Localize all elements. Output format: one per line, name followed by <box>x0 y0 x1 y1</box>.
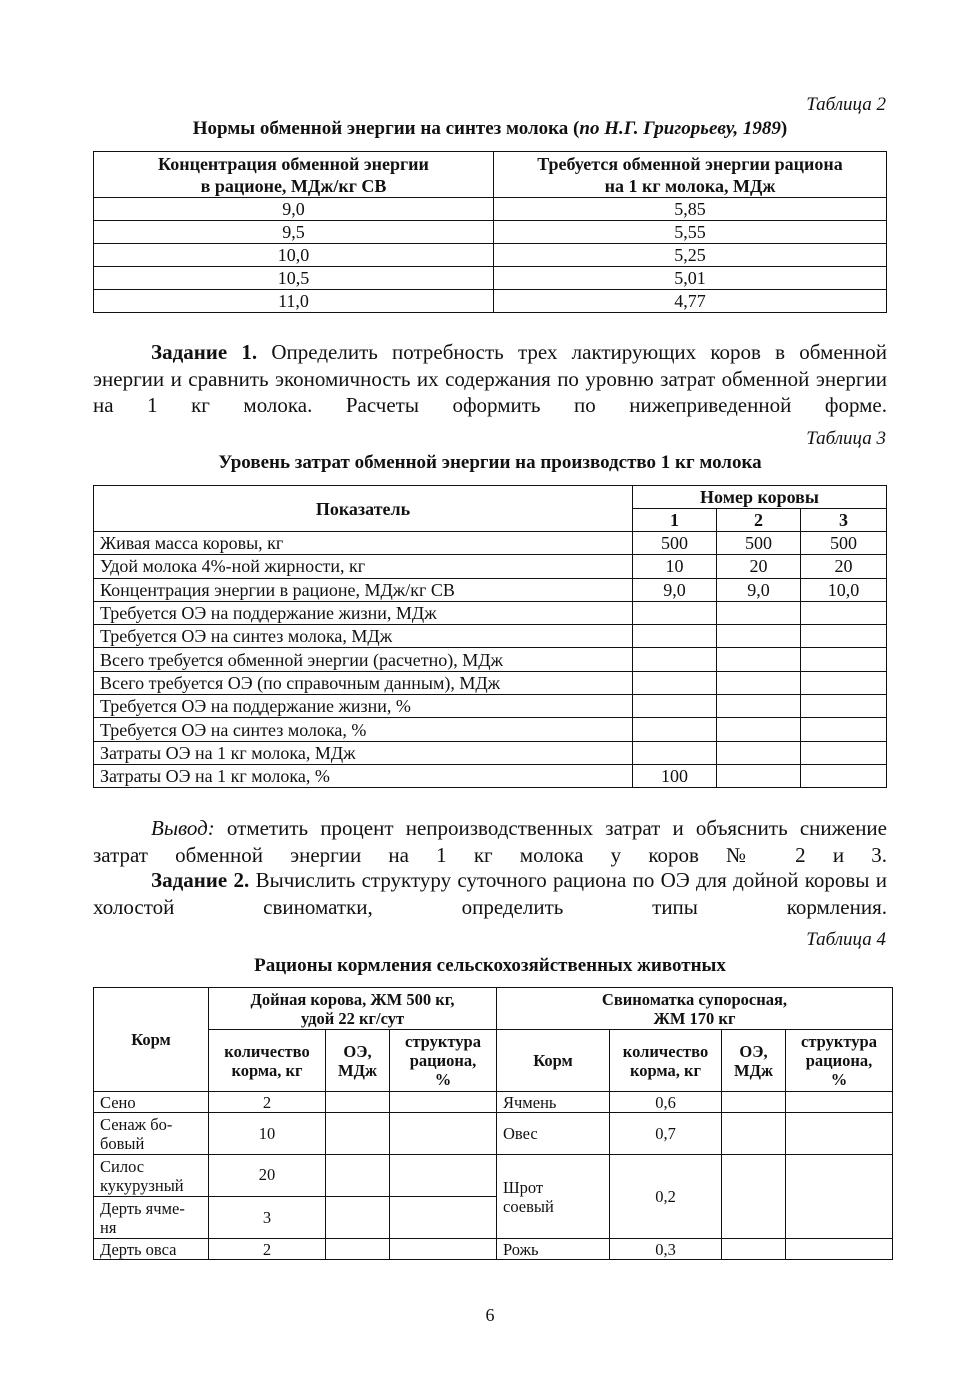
table-row <box>94 741 887 764</box>
cow-structure-cell <box>390 1113 497 1155</box>
sow-structure-cell <box>786 1092 893 1113</box>
table-row <box>94 555 887 578</box>
feed-name: Овес <box>503 1124 538 1143</box>
task-2-label: Задание 2. <box>151 868 250 892</box>
table-row <box>94 601 887 624</box>
feed-name: кукурузный <box>100 1175 184 1195</box>
header-line: корма, кг <box>629 1060 702 1080</box>
header-line: ОЭ, <box>343 1041 372 1061</box>
cow-amount-cell: 3 <box>209 1197 326 1239</box>
row-label: Затраты ОЭ на 1 кг молока, МДж <box>94 741 633 764</box>
table-3 <box>93 485 887 788</box>
table-4-subheader-row <box>94 1030 893 1092</box>
cow-feed-cell <box>94 1239 209 1260</box>
feed-name: Сено <box>100 1092 136 1112</box>
cow-energy-cell <box>326 1092 390 1113</box>
table-4 <box>93 987 893 1260</box>
table-2-title <box>93 118 887 140</box>
table-row <box>94 671 887 694</box>
feed-name: Рожь <box>503 1239 539 1259</box>
page-number: 6 <box>485 1305 495 1325</box>
table-row <box>94 532 887 555</box>
table-row <box>94 578 887 601</box>
table-2-caption: Таблица 2 <box>806 94 886 115</box>
table-2-title-close: ) <box>780 118 788 139</box>
table-cell: 100 <box>633 764 717 787</box>
cow-2-header: 2 <box>717 509 801 532</box>
cow-feed-cell <box>94 1197 209 1239</box>
cow-amount-cell: 2 <box>209 1092 326 1113</box>
table-cell <box>801 601 887 624</box>
table-2-title-source: по Н.Г. Григорьеву, 1989 <box>579 118 781 139</box>
cow-structure-header <box>390 1030 497 1092</box>
table-cell: 10,0 <box>94 244 494 267</box>
task-2-text: Вычислить структуру суточного рациона по ОЭ для дойной коровы и холостой свиноматки, определить типы кормления. <box>93 868 887 919</box>
header-line: количество <box>622 1041 709 1061</box>
cow-feed-cell <box>94 1155 209 1197</box>
table-4-group-header-row <box>94 988 893 1030</box>
cow-3-header: 3 <box>801 509 887 532</box>
header-line: % <box>434 1070 452 1089</box>
sow-energy-cell <box>722 1113 786 1155</box>
header-line: Свиноматка супоросная, <box>601 989 788 1009</box>
task-1-text: Определить потребность трех лактирующих коров в обменной энергии и сравнить экономичность их содержания по уровню затрат обменной энергии на 1 кг молока. Расчеты оформить по нижеприведенной форме. <box>93 340 887 417</box>
cow-amount-cell: 2 <box>209 1239 326 1260</box>
sow-amount-cell: 0,3 <box>610 1239 722 1260</box>
table-cell: 20 <box>801 555 887 578</box>
table-row <box>94 764 887 787</box>
header-line: Требуется обменной энергии рациона <box>537 153 843 174</box>
cow-structure-cell <box>390 1239 497 1260</box>
table-cell <box>717 718 801 741</box>
table-row <box>94 1239 893 1260</box>
sow-structure-header <box>786 1030 893 1092</box>
sow-amount-header <box>610 1030 722 1092</box>
table-cell: 10,5 <box>94 267 494 290</box>
table-cell <box>801 625 887 648</box>
conclusion-text: отметить процент непроизводственных затрат и объяснить снижение затрат обменной энергии на 1 кг молока у коров № 2 и 3. <box>93 816 887 867</box>
header-line: Концентрация обменной энергии <box>158 153 429 174</box>
table-cell <box>717 741 801 764</box>
table-row <box>94 244 887 267</box>
table-2 <box>93 151 887 313</box>
table-row <box>94 1092 893 1113</box>
table-cell <box>717 695 801 718</box>
table-row <box>94 1113 893 1155</box>
sow-energy-cell <box>722 1239 786 1260</box>
row-label: Удой молока 4%-ной жирности, кг <box>94 555 633 578</box>
feed-name: Дерть ячме- <box>100 1198 185 1218</box>
table-3-header-indicator: Показатель <box>94 486 633 532</box>
header-line: количество <box>224 1041 310 1061</box>
header-line: МДж <box>734 1060 773 1080</box>
table-cell: 5,85 <box>494 198 887 221</box>
header-line: в рационе, МДж/кг СВ <box>200 175 387 196</box>
cow-feed-cell <box>94 1092 209 1113</box>
table-row <box>94 1155 893 1197</box>
cow-amount-cell: 20 <box>209 1155 326 1197</box>
feed-name: Сенаж бо- <box>100 1114 173 1134</box>
sow-amount-cell: 0,2 <box>610 1155 722 1239</box>
table-2-header-row <box>94 152 887 198</box>
header-line: корма, кг <box>231 1060 303 1080</box>
row-label: Требуется ОЭ на поддержание жизни, МДж <box>94 601 633 624</box>
table-cell <box>633 741 717 764</box>
table-cell: 5,01 <box>494 267 887 290</box>
table-row <box>94 625 887 648</box>
table-cell: 500 <box>633 532 717 555</box>
table-cell <box>801 695 887 718</box>
feed-name: соевый <box>503 1196 554 1216</box>
table-cell <box>717 648 801 671</box>
sow-amount-cell: 0,7 <box>610 1113 722 1155</box>
table-cell <box>801 648 887 671</box>
sow-energy-cell <box>722 1092 786 1113</box>
cow-amount-header <box>209 1030 326 1092</box>
feed-name: бовый <box>100 1133 145 1153</box>
cow-energy-cell <box>326 1113 390 1155</box>
table-cell <box>633 648 717 671</box>
row-label: Всего требуется обменной энергии (расчетно), МДж <box>94 648 633 671</box>
cow-energy-cell <box>326 1197 390 1239</box>
table-cell <box>633 625 717 648</box>
table-row <box>94 267 887 290</box>
cow-1-header: 1 <box>633 509 717 532</box>
header-line: рациона, <box>409 1051 477 1070</box>
row-label: Требуется ОЭ на синтез молока, МДж <box>94 625 633 648</box>
table-2-header-concentration <box>94 152 494 198</box>
cow-energy-cell <box>326 1239 390 1260</box>
cow-structure-cell <box>390 1092 497 1113</box>
table-cell: 5,25 <box>494 244 887 267</box>
header-line: % <box>830 1070 848 1089</box>
table-cell: 9,5 <box>94 221 494 244</box>
sow-feed-cell <box>497 1113 610 1155</box>
feed-name: ня <box>100 1217 117 1237</box>
header-line: Дойная корова, ЖМ 500 кг, <box>250 989 455 1009</box>
table-row <box>94 198 887 221</box>
table-cell <box>801 671 887 694</box>
cow-energy-cell <box>326 1155 390 1197</box>
table-cell <box>633 601 717 624</box>
feed-name: Силос <box>100 1156 145 1176</box>
feed-name: Дерть овса <box>100 1239 177 1259</box>
feed-name: Шрот <box>503 1177 544 1197</box>
table-row <box>94 648 887 671</box>
sow-energy-cell <box>722 1155 786 1239</box>
table-3-header-cow-number: Номер коровы <box>633 486 887 509</box>
table-row <box>94 718 887 741</box>
header-line: МДж <box>338 1060 377 1080</box>
conclusion-label: Вывод: <box>151 816 215 840</box>
header-line: рациона, <box>805 1051 873 1070</box>
table-cell: 10,0 <box>801 578 887 601</box>
table-cell: 9,0 <box>94 198 494 221</box>
cow-feed-cell <box>94 1113 209 1155</box>
table-4-header-cow <box>209 988 497 1030</box>
feed-name: Ячмень <box>503 1092 557 1112</box>
row-label: Требуется ОЭ на синтез молока, % <box>94 718 633 741</box>
row-label: Всего требуется ОЭ (по справочным данным), МДж <box>94 671 633 694</box>
cow-structure-cell <box>390 1155 497 1197</box>
row-label: Затраты ОЭ на 1 кг молока, % <box>94 764 633 787</box>
table-cell: 9,0 <box>633 578 717 601</box>
table-cell: 10 <box>633 555 717 578</box>
table-4-header-sow <box>497 988 893 1030</box>
table-row <box>94 221 887 244</box>
header-line: ЖМ 170 кг <box>653 1008 736 1028</box>
row-label: Требуется ОЭ на поддержание жизни, % <box>94 695 633 718</box>
cow-energy-header <box>326 1030 390 1092</box>
sow-structure-cell <box>786 1155 893 1239</box>
sow-structure-cell <box>786 1113 893 1155</box>
sow-feed-cell <box>497 1239 610 1260</box>
table-cell <box>633 671 717 694</box>
table-cell <box>801 764 887 787</box>
table-cell <box>717 671 801 694</box>
sow-structure-cell <box>786 1239 893 1260</box>
table-4-header-feed: Корм <box>94 988 209 1092</box>
table-cell <box>717 625 801 648</box>
table-row <box>94 290 887 313</box>
table-cell <box>717 764 801 787</box>
header-line: структура <box>405 1032 481 1051</box>
table-cell <box>633 695 717 718</box>
table-cell <box>717 601 801 624</box>
cow-amount-cell: 10 <box>209 1113 326 1155</box>
table-cell: 5,55 <box>494 221 887 244</box>
table-cell: 4,77 <box>494 290 887 313</box>
table-4-caption: Таблица 4 <box>806 929 886 950</box>
sow-energy-header <box>722 1030 786 1092</box>
table-cell: 20 <box>717 555 801 578</box>
header-line: ОЭ, <box>739 1041 768 1061</box>
table-3-title: Уровень затрат обменной энергии на производство 1 кг молока <box>218 452 762 473</box>
table-row <box>94 695 887 718</box>
table-cell: 9,0 <box>717 578 801 601</box>
sow-amount-cell: 0,6 <box>610 1092 722 1113</box>
table-cell <box>633 718 717 741</box>
table-2-title-text: Нормы обменной энергии на синтез молока ( <box>192 118 580 139</box>
sow-feed-cell <box>497 1155 610 1239</box>
sow-feed-cell <box>497 1092 610 1113</box>
table-4-title: Рационы кормления сельскохозяйственных животных <box>254 955 726 976</box>
task-1-paragraph <box>93 339 887 445</box>
header-line: структура <box>801 1032 877 1051</box>
row-label: Концентрация энергии в рационе, МДж/кг СВ <box>94 578 633 601</box>
table-cell: 500 <box>717 532 801 555</box>
task-2-paragraph <box>93 867 887 947</box>
header-line: удой 22 кг/сут <box>300 1008 405 1028</box>
table-3-caption: Таблица 3 <box>806 428 886 449</box>
table-2-header-required <box>494 152 887 198</box>
table-cell: 500 <box>801 532 887 555</box>
cow-structure-cell <box>390 1197 497 1239</box>
header-line: на 1 кг молока, МДж <box>604 175 776 196</box>
row-label: Живая масса коровы, кг <box>94 532 633 555</box>
table-cell: 11,0 <box>94 290 494 313</box>
table-3-header-row <box>94 486 887 509</box>
task-1-label: Задание 1. <box>151 340 258 364</box>
table-cell <box>801 741 887 764</box>
table-cell <box>801 718 887 741</box>
sow-feed-header: Корм <box>497 1030 610 1092</box>
